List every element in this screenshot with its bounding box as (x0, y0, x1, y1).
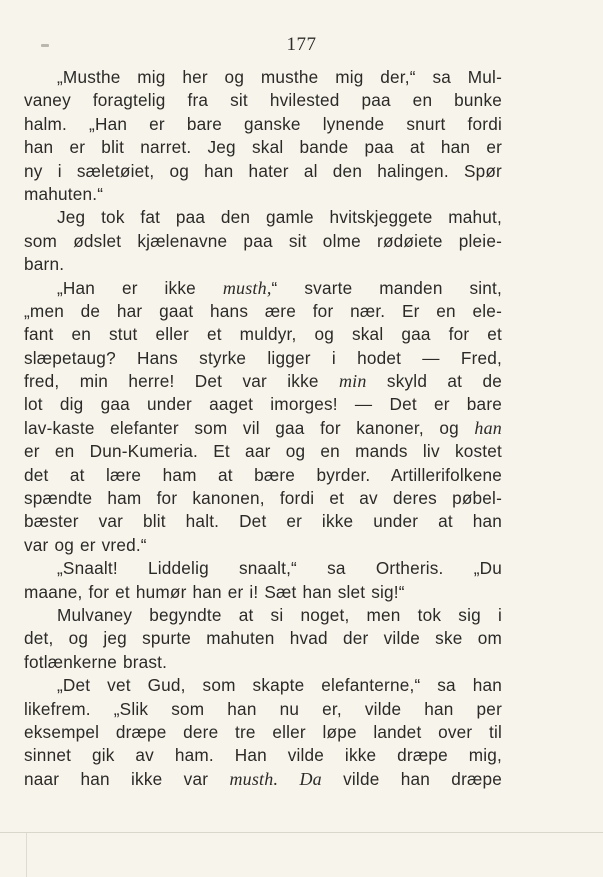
text-line (24, 230, 502, 253)
body-text (24, 66, 502, 791)
text-segment: lot dig gaa under aaget imorges! — Det er bare (24, 394, 502, 415)
text-line (24, 417, 502, 440)
text-segment: maane, for et humør han er i! Sæt han slet sig!“ (24, 581, 405, 602)
text-line (24, 347, 502, 370)
text-line (24, 651, 502, 674)
text-segment: halm. „Han er bare ganske lynende snurt fordi (24, 113, 502, 134)
text-segment: vilde han dræpe (321, 768, 502, 789)
text-segment: vaney foragtelig fra sit hvilested paa en bunke (24, 90, 502, 111)
text-segment: han er blit narret. Jeg skal bande paa at han er (24, 137, 502, 158)
text-segment: „Det vet Gud, som skapte elefanterne,“ sa han (57, 675, 502, 696)
text-segment: fant en stut eller et muldyr, og skal gaa for et (24, 324, 502, 345)
text-line (24, 136, 502, 159)
text-segment: „Han er ikke (57, 277, 223, 298)
text-line (24, 253, 502, 276)
text-segment: Jeg tok fat paa den gamle hvitskjeggete mahut, (57, 207, 502, 228)
text-segment: fotlænkerne brast. (24, 651, 168, 672)
text-segment: bæster var blit halt. Det er ikke under at han (24, 511, 502, 532)
text-segment: som ødslet kjælenavne paa sit olme rødøiete pleie- (24, 230, 502, 251)
italic-text: Da (299, 768, 322, 789)
text-line (24, 370, 502, 393)
page-edge-tick (26, 833, 27, 877)
text-line (24, 604, 502, 627)
page-edge-line (0, 832, 603, 833)
text-line (24, 581, 502, 604)
text-line (24, 698, 502, 721)
text-segment: spændte ham for kanonen, fordi et av deres pøbel- (24, 488, 502, 509)
text-line (24, 534, 502, 557)
text-line (24, 744, 502, 767)
text-line (24, 464, 502, 487)
text-line (24, 113, 502, 136)
text-segment: var og er vred.“ (24, 534, 147, 555)
text-line (24, 721, 502, 744)
text-line (24, 183, 502, 206)
text-segment: „men de har gaat hans ære for nær. Er en ele- (24, 300, 502, 321)
italic-text: musth. (229, 768, 279, 789)
text-segment: likefrem. „Slik som han nu er, vilde han per (24, 698, 502, 719)
text-segment: det, og jeg spurte mahuten hvad der vilde ske om (24, 628, 502, 649)
text-segment: “ svarte manden sint, (271, 277, 502, 298)
text-segment: eksempel dræpe dere tre eller løpe landet over til (24, 721, 502, 742)
text-segment: ny i sæletøiet, og han hater al den halingen. Spør (24, 160, 502, 181)
text-segment: naar han ikke var (24, 768, 230, 789)
text-line (24, 440, 502, 463)
text-segment: er en Dun-Kumeria. Et aar og en mands liv kostet (24, 441, 502, 462)
text-line (24, 510, 502, 533)
text-segment: „Musthe mig her og musthe mig der,“ sa Mul- (57, 67, 502, 87)
text-line (24, 393, 502, 416)
text-line (24, 300, 502, 323)
text-segment: mahuten.“ (24, 183, 104, 204)
page-number: 177 (286, 34, 317, 55)
text-line (24, 674, 502, 697)
text-segment: sinnet gik av ham. Han vilde ikke dræpe mig, (24, 745, 502, 766)
text-segment: Mulvaney begyndte at si noget, men tok sig i (57, 604, 502, 625)
text-line (24, 323, 502, 346)
italic-text: min (338, 371, 367, 392)
text-segment: barn. (24, 254, 65, 275)
text-segment: „Snaalt! Liddelig snaalt,“ sa Ortheris. „Du (57, 558, 502, 579)
text-line (24, 768, 502, 791)
italic-text: han (474, 417, 502, 438)
text-segment: skyld at de (366, 371, 503, 392)
text-line (24, 160, 502, 183)
text-line (24, 557, 502, 580)
text-line (24, 66, 502, 89)
text-line (24, 277, 502, 300)
text-segment: fred, min herre! Det var ikke (24, 371, 339, 392)
text-segment: det at lære ham at bære byrder. Artillerifolkene (24, 464, 502, 485)
text-segment: lav-kaste elefanter som vil gaa for kanoner, og (24, 417, 475, 438)
italic-text: musth, (222, 277, 272, 298)
text-line (24, 487, 502, 510)
text-line (24, 206, 502, 229)
text-line (24, 627, 502, 650)
text-line (24, 89, 502, 112)
text-segment (278, 769, 299, 789)
text-segment: slæpetaug? Hans styrke ligger i hodet — Fred, (24, 347, 502, 368)
